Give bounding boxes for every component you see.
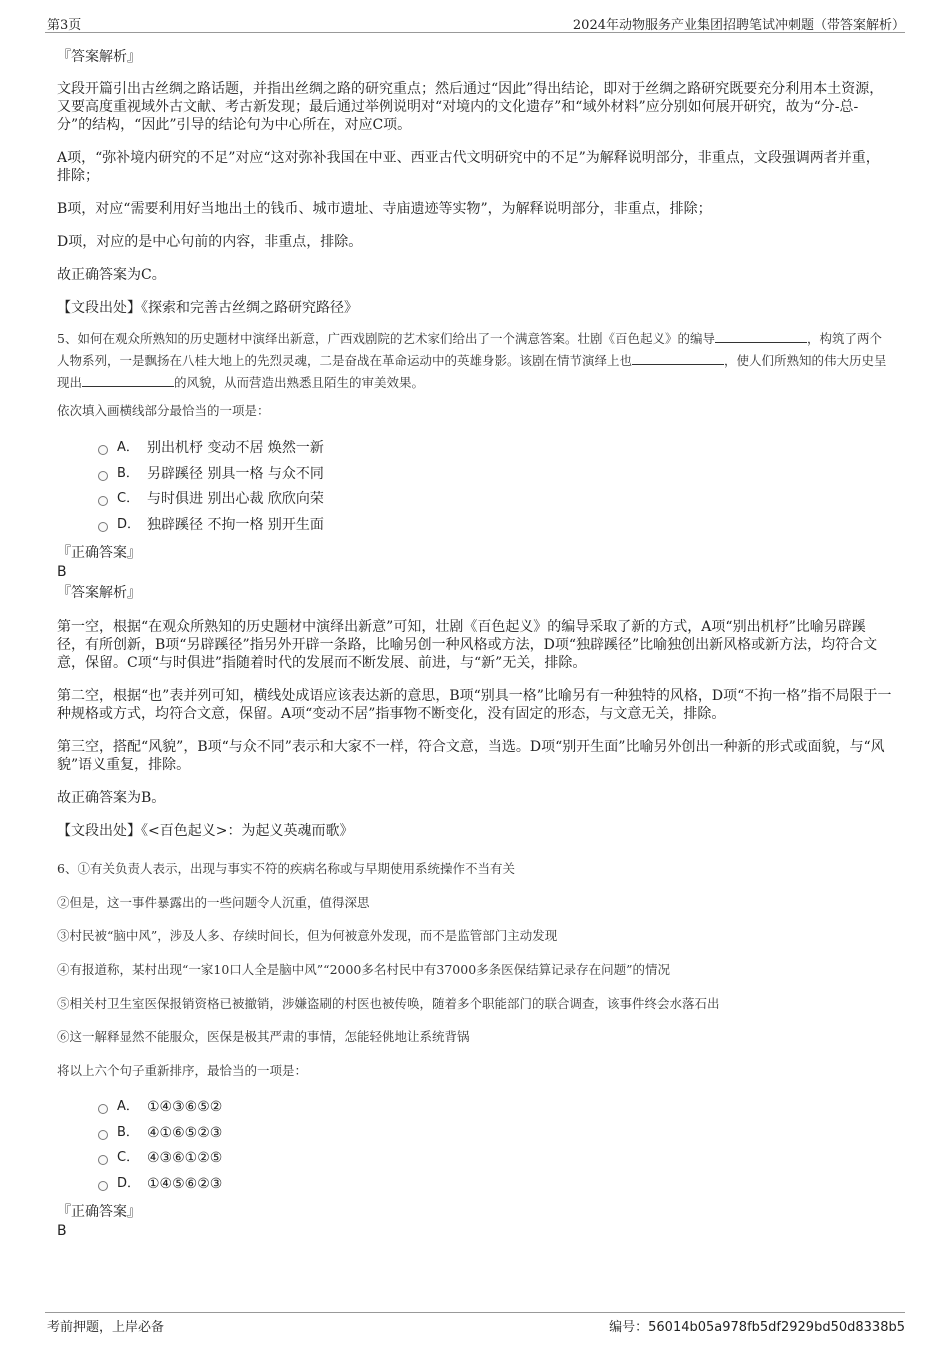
radio-icon[interactable]	[98, 1130, 108, 1140]
option-text: 与时俱进 别出心裁 欣欣向荣	[147, 491, 324, 507]
option-letter: A．	[117, 1099, 139, 1114]
q5-answer-label: 『正确答案』	[57, 545, 141, 561]
option-letter: C．	[117, 1150, 140, 1165]
footer-code-wrap	[609, 1316, 905, 1335]
option-letter: C．	[117, 491, 140, 506]
page-footer	[45, 1312, 905, 1335]
q4-analysis-para4: D项，对应的是中心句前的内容，非重点，排除。	[57, 234, 363, 250]
radio-icon[interactable]	[98, 471, 108, 481]
q5-analysis-para3: 第三空，搭配“风貌”，B项“与众不同”表示和大家不一样，符合文意，当选。D项“别开生面”比喻另外创出一种新的形式或面貌，与“风貌”语义重复，排除。	[57, 739, 885, 773]
radio-icon[interactable]	[98, 496, 108, 506]
q6-sentence-3: ③村民被“脑中风”，涉及人多、存续时间长，但为何被意外发现，而不是监管部门主动发现	[57, 928, 558, 943]
option-letter: A．	[117, 440, 139, 455]
q6-option-c[interactable]	[98, 1147, 222, 1169]
q6-option-a[interactable]	[98, 1096, 222, 1118]
footer-code: 56014b05a978fb5df2929bd50d8338b5	[648, 1320, 905, 1335]
q6-answer-label: 『正确答案』	[57, 1204, 141, 1220]
q4-analysis-para3: B项，对应“需要利用好当地出土的钱币、城市遗址、寺庙遗迹等实物”，为解释说明部分，非重点，排除；	[57, 201, 712, 217]
q4-analysis	[57, 80, 893, 317]
radio-icon[interactable]	[98, 1155, 108, 1165]
q5-source: 【文段出处】《<百色起义>：为起义英魂而歌》	[57, 823, 354, 839]
radio-icon[interactable]	[98, 1181, 108, 1191]
q6-sentence-2: ②但是，这一事件暴露出的一些问题令人沉重，值得深思	[57, 895, 370, 910]
option-text: 另辟蹊径 别具一格 与众不同	[147, 466, 324, 482]
option-text: 独辟蹊径 不拘一格 别开生面	[147, 517, 324, 533]
q5-analysis-label: 『答案解析』	[57, 585, 141, 601]
q5-analysis-para1: 第一空，根据“在观众所熟知的历史题材中演绎出新意”可知，壮剧《百色起义》的编导采取了新的方式，A项“别出机杼”比喻另辟蹊径，有所创新，B项“另辟蹊径”指另外开辟一条路，比喻另创一种风格或方法，D项“独辟蹊径”比喻独创出新风格或新方法，均符合文意，保留。C项“与时俱进”指随着时代的发展而不断发展、前进，与“新”无关，排除。	[57, 619, 878, 671]
document-title: 2024年动物服务产业集团招聘笔试冲刺题（带答案解析）	[572, 18, 905, 33]
q6-sentence-6: ⑥这一解释显然不能服众，医保是极其严肃的事情，怎能轻佻地让系统背锅	[57, 1029, 470, 1044]
q5-analysis-para2: 第二空，根据“也”表并列可知，横线处成语应该表达新的意思，B项“别具一格”比喻另有一种独特的风格，D项“不拘一格”指不局限于一种规格或方式，均符合文意，保留。A项“变动不居”指事物不断变化，没有固定的形态，与文意无关，排除。	[57, 688, 892, 722]
option-letter: D．	[117, 1176, 141, 1191]
q5-blank-2	[632, 352, 724, 365]
q5-stem	[57, 328, 893, 394]
option-text: ④①⑥⑤②③	[147, 1125, 223, 1141]
q5-stem-part-d: 的风貌，从而营造出熟悉且陌生的审美效果。	[174, 375, 425, 390]
q5-analysis	[57, 618, 893, 840]
option-letter: D．	[117, 517, 141, 532]
q5-blank-1	[715, 330, 807, 343]
q5-option-b[interactable]	[98, 463, 324, 485]
option-letter: B．	[117, 1125, 139, 1140]
option-text: ①④③⑥⑤②	[147, 1099, 223, 1115]
q4-analysis-label: 『答案解析』	[57, 49, 141, 65]
q5-conclusion: 故正确答案为B。	[57, 790, 166, 806]
footer-slogan: 考前押题，上岸必备	[47, 1320, 165, 1335]
radio-icon[interactable]	[98, 1104, 108, 1114]
page-header	[45, 12, 905, 33]
q5-prompt: 依次填入画横线部分最恰当的一项是：	[57, 403, 270, 418]
q6-option-b[interactable]	[98, 1122, 222, 1144]
option-text: ④③⑥①②⑤	[147, 1150, 223, 1166]
q5-option-a[interactable]	[98, 437, 324, 459]
q4-conclusion: 故正确答案为C。	[57, 267, 166, 283]
q6-prompt: 将以上六个句子重新排序，最恰当的一项是：	[57, 1063, 308, 1078]
option-letter: B．	[117, 466, 139, 481]
q6-sentence-4: ④有报道称，某村出现“一家10口人全是脑中风”“2000多名村民中有37000多条医保结算记录存在问题”的情况	[57, 962, 671, 977]
radio-icon[interactable]	[98, 522, 108, 532]
q5-stem-part-a: 5、如何在观众所熟知的历史题材中演绎出新意，广西戏剧院的艺术家们给出了一个满意答案。壮剧《百色起义》的编导	[57, 331, 715, 346]
q6-sentence-1: 6、①有关负责人表示，出现与事实不符的疾病名称或与早期使用系统操作不当有关	[57, 861, 515, 876]
q5-answer: B	[57, 564, 67, 580]
q5-stem-part-c: ，使人们所熟知的伟大历史呈现出	[57, 353, 887, 390]
option-text: 别出机杼 变动不居 焕然一新	[147, 440, 324, 456]
q4-analysis-para1: 文段开篇引出古丝绸之路话题，并指出丝绸之路的研究重点；然后通过“因此”得出结论，即对于丝绸之路研究既要充分利用本土资源，又要高度重视域外古文献、考古新发现；最后通过举例说明对“对境内的文化遗存”和“域外材料”应分别如何展开研究，故为“分-总-分”的结构，“因此”引导的结论句为中心所在，对应C项。	[57, 81, 884, 133]
q6-answer: B	[57, 1223, 67, 1239]
q5-option-c[interactable]	[98, 488, 324, 510]
radio-icon[interactable]	[98, 445, 108, 455]
q4-source: 【文段出处】《探索和完善古丝绸之路研究路径》	[57, 300, 358, 316]
option-text: ①④⑤⑥②③	[147, 1176, 223, 1192]
footer-code-label: 编号：	[609, 1320, 649, 1335]
page-number: 第3页	[47, 18, 82, 33]
q5-blank-3	[82, 374, 174, 387]
q5-option-d[interactable]	[98, 514, 324, 536]
q4-analysis-para2: A项，“弥补境内研究的不足”对应“这对弥补我国在中亚、西亚古代文明研究中的不足”为解释说明部分，非重点，文段强调两者并重，排除；	[57, 150, 880, 184]
q6-sentence-5: ⑤相关村卫生室医保报销资格已被撤销，涉嫌盗刷的村医也被传唤，随着多个职能部门的联合调查，该事件终会水落石出	[57, 996, 720, 1011]
q6-option-d[interactable]	[98, 1173, 222, 1195]
q5-stem-part-b: ，构筑了两个人物系列，一是飘扬在八桂大地上的先烈灵魂，二是奋战在革命运动中的英雄身影。该剧在情节演绎上也	[57, 331, 882, 368]
